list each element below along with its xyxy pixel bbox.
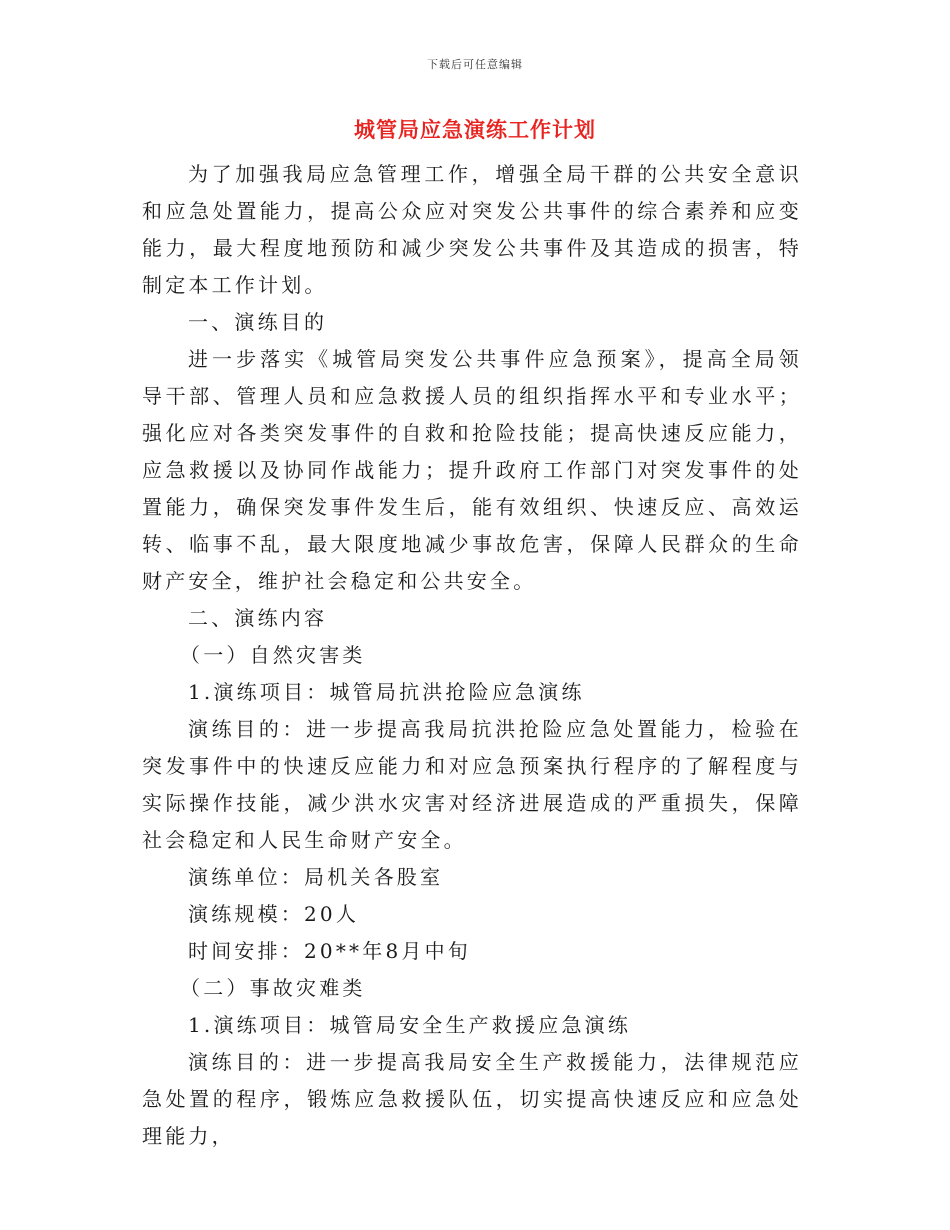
drill-project-safety: 1.演练项目：城管局安全生产救援应急演练 (188, 1013, 632, 1037)
drill-purpose-flood: 演练目的：进一步提高我局抗洪抢险应急处置能力，检验在突发事件中的快速反应能力和对应急预案执行程序的了解程度与实际操作技能，减少洪水灾害对经济进展造成的严重损失，保障社会稳定和人民生命财产安全。 (142, 717, 802, 852)
page-header-note: 下载后可任意编辑 (427, 58, 523, 71)
drill-scale-flood: 演练规模：20人 (188, 902, 360, 926)
purpose-paragraph: 进一步落实《城管局突发公共事件应急预案》，提高全局领导干部、管理人员和应急救援人员的组织指挥水平和专业水平；强化应对各类突发事件的自救和抢险技能；提高快速反应能力，应急救援以及协同作战能力；提升政府工作部门对突发事件的处置能力，确保突发事件发生后，能有效组织、快速反应、高效运转、临事不乱，最大限度地减少事故危害，保障人民群众的生命财产安全，维护社会稳定和公共安全。 (142, 347, 802, 593)
document-body (142, 156, 802, 1155)
drill-purpose-safety: 演练目的：进一步提高我局安全生产救援能力，法律规范应急处置的程序，锻炼应急救援队伍，切实提高快速反应和应急处理能力， (142, 1050, 802, 1148)
drill-unit-flood: 演练单位：局机关各股室 (188, 865, 444, 889)
intro-paragraph: 为了加强我局应急管理工作，增强全局干群的公共安全意识和应急处置能力，提高公众应对突发公共事件的综合素养和应变能力，最大程度地预防和减少突发公共事件及其造成的损害，特制定本工作计划。 (142, 162, 802, 297)
section-heading-content: 二、演练内容 (188, 606, 328, 630)
drill-project-flood: 1.演练项目：城管局抗洪抢险应急演练 (188, 680, 585, 704)
document-title: 城管局应急演练工作计划 (354, 117, 596, 142)
subsection-heading-natural-disasters: （一）自然灾害类 (180, 643, 366, 667)
drill-schedule-flood: 时间安排：20**年8月中旬 (188, 939, 471, 963)
subsection-heading-accidents: （二）事故灾难类 (180, 976, 366, 1000)
section-heading-purpose: 一、演练目的 (188, 310, 328, 334)
